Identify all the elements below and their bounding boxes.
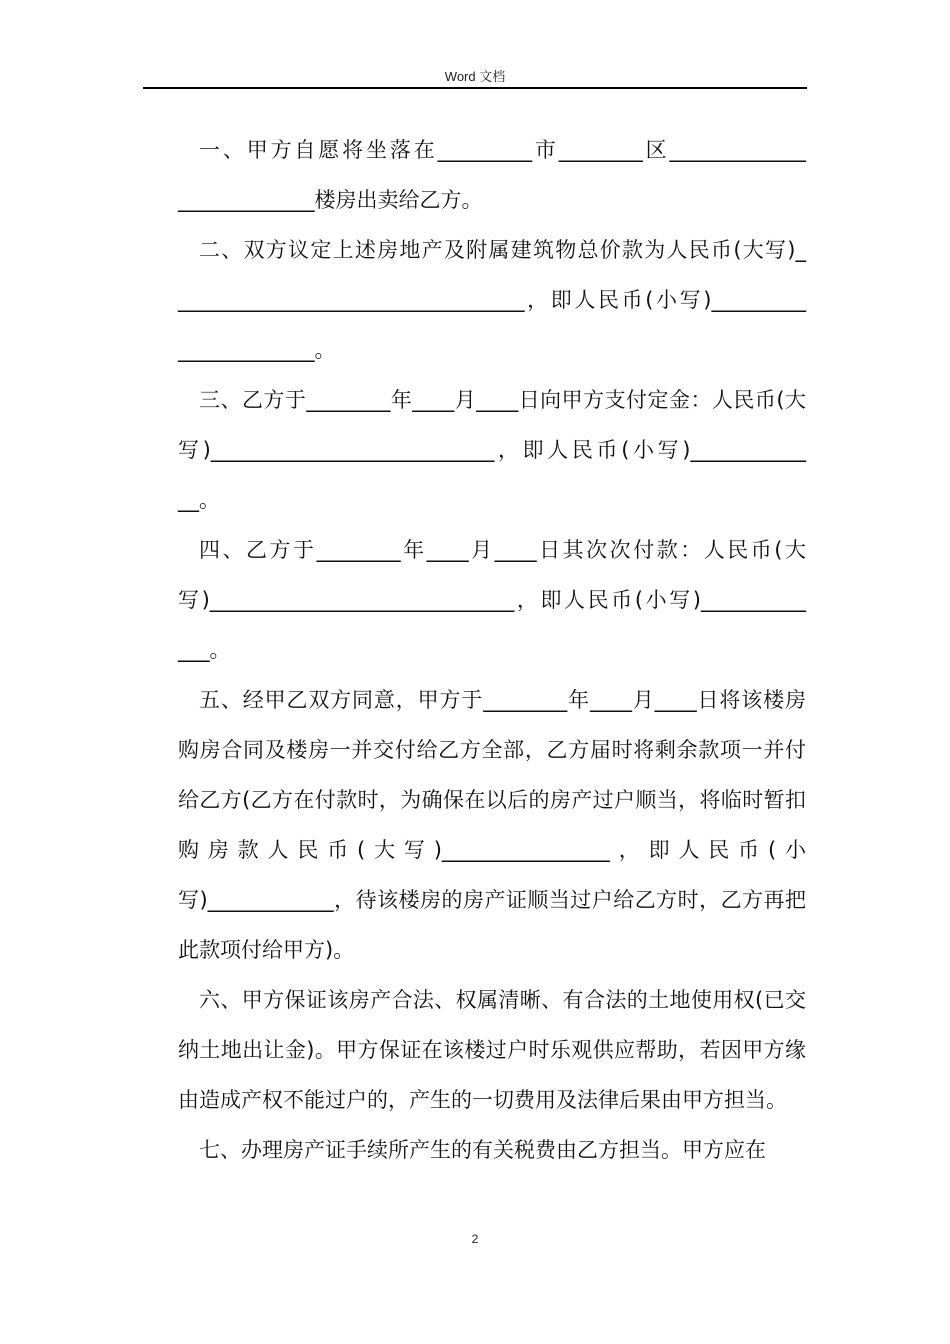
- clause-3: 三、乙方于________年____月____日向甲方支付定金：人民币(大写)___________________________，即人民币(小写)___________ __。: [178, 388, 806, 512]
- clause-2: 二、双方议定上述房地产及附属建筑物总价款为人民币(大写)_ _________________________________，即人民币(小写)_________ _____________。: [178, 238, 806, 362]
- clause-5: 五、经甲乙双方同意，甲方于________年____月____日将该楼房购房合同及楼房一并交付给乙方全部，乙方届时将剩余款项一并付给乙方(乙方在付款时，为确保在以后的房产过户顺当，将临时暂扣购房款人民币(大写)________________，即人民币(小写)____________，待该楼房的房产证顺当过户给乙方时，乙方再把此款项付给甲方)。: [178, 688, 806, 962]
- document-body: [178, 125, 806, 1175]
- clause-7: 七、办理房产证手续所产生的有关税费由乙方担当。甲方应在: [199, 1138, 766, 1162]
- clause-4: 四、乙方于________年____月____日其次次付款：人民币(大写)_____________________________，即人民币(小写)__________ ___。: [178, 538, 806, 662]
- clause-6: 六、甲方保证该房产合法、权属清晰、有合法的土地使用权(已交纳土地出让金)。甲方保证在该楼过户时乐观供应帮助，若因甲方缘由造成产权不能过户的，产生的一切费用及法律后果由甲方担当。: [178, 988, 806, 1112]
- clause-1: 一、甲方自愿将坐落在_________市________区_____________ _____________楼房出卖给乙方。: [178, 138, 806, 212]
- page-number: 2: [471, 1232, 479, 1246]
- header-divider: [143, 87, 807, 89]
- page-header: Word 文档: [444, 69, 506, 84]
